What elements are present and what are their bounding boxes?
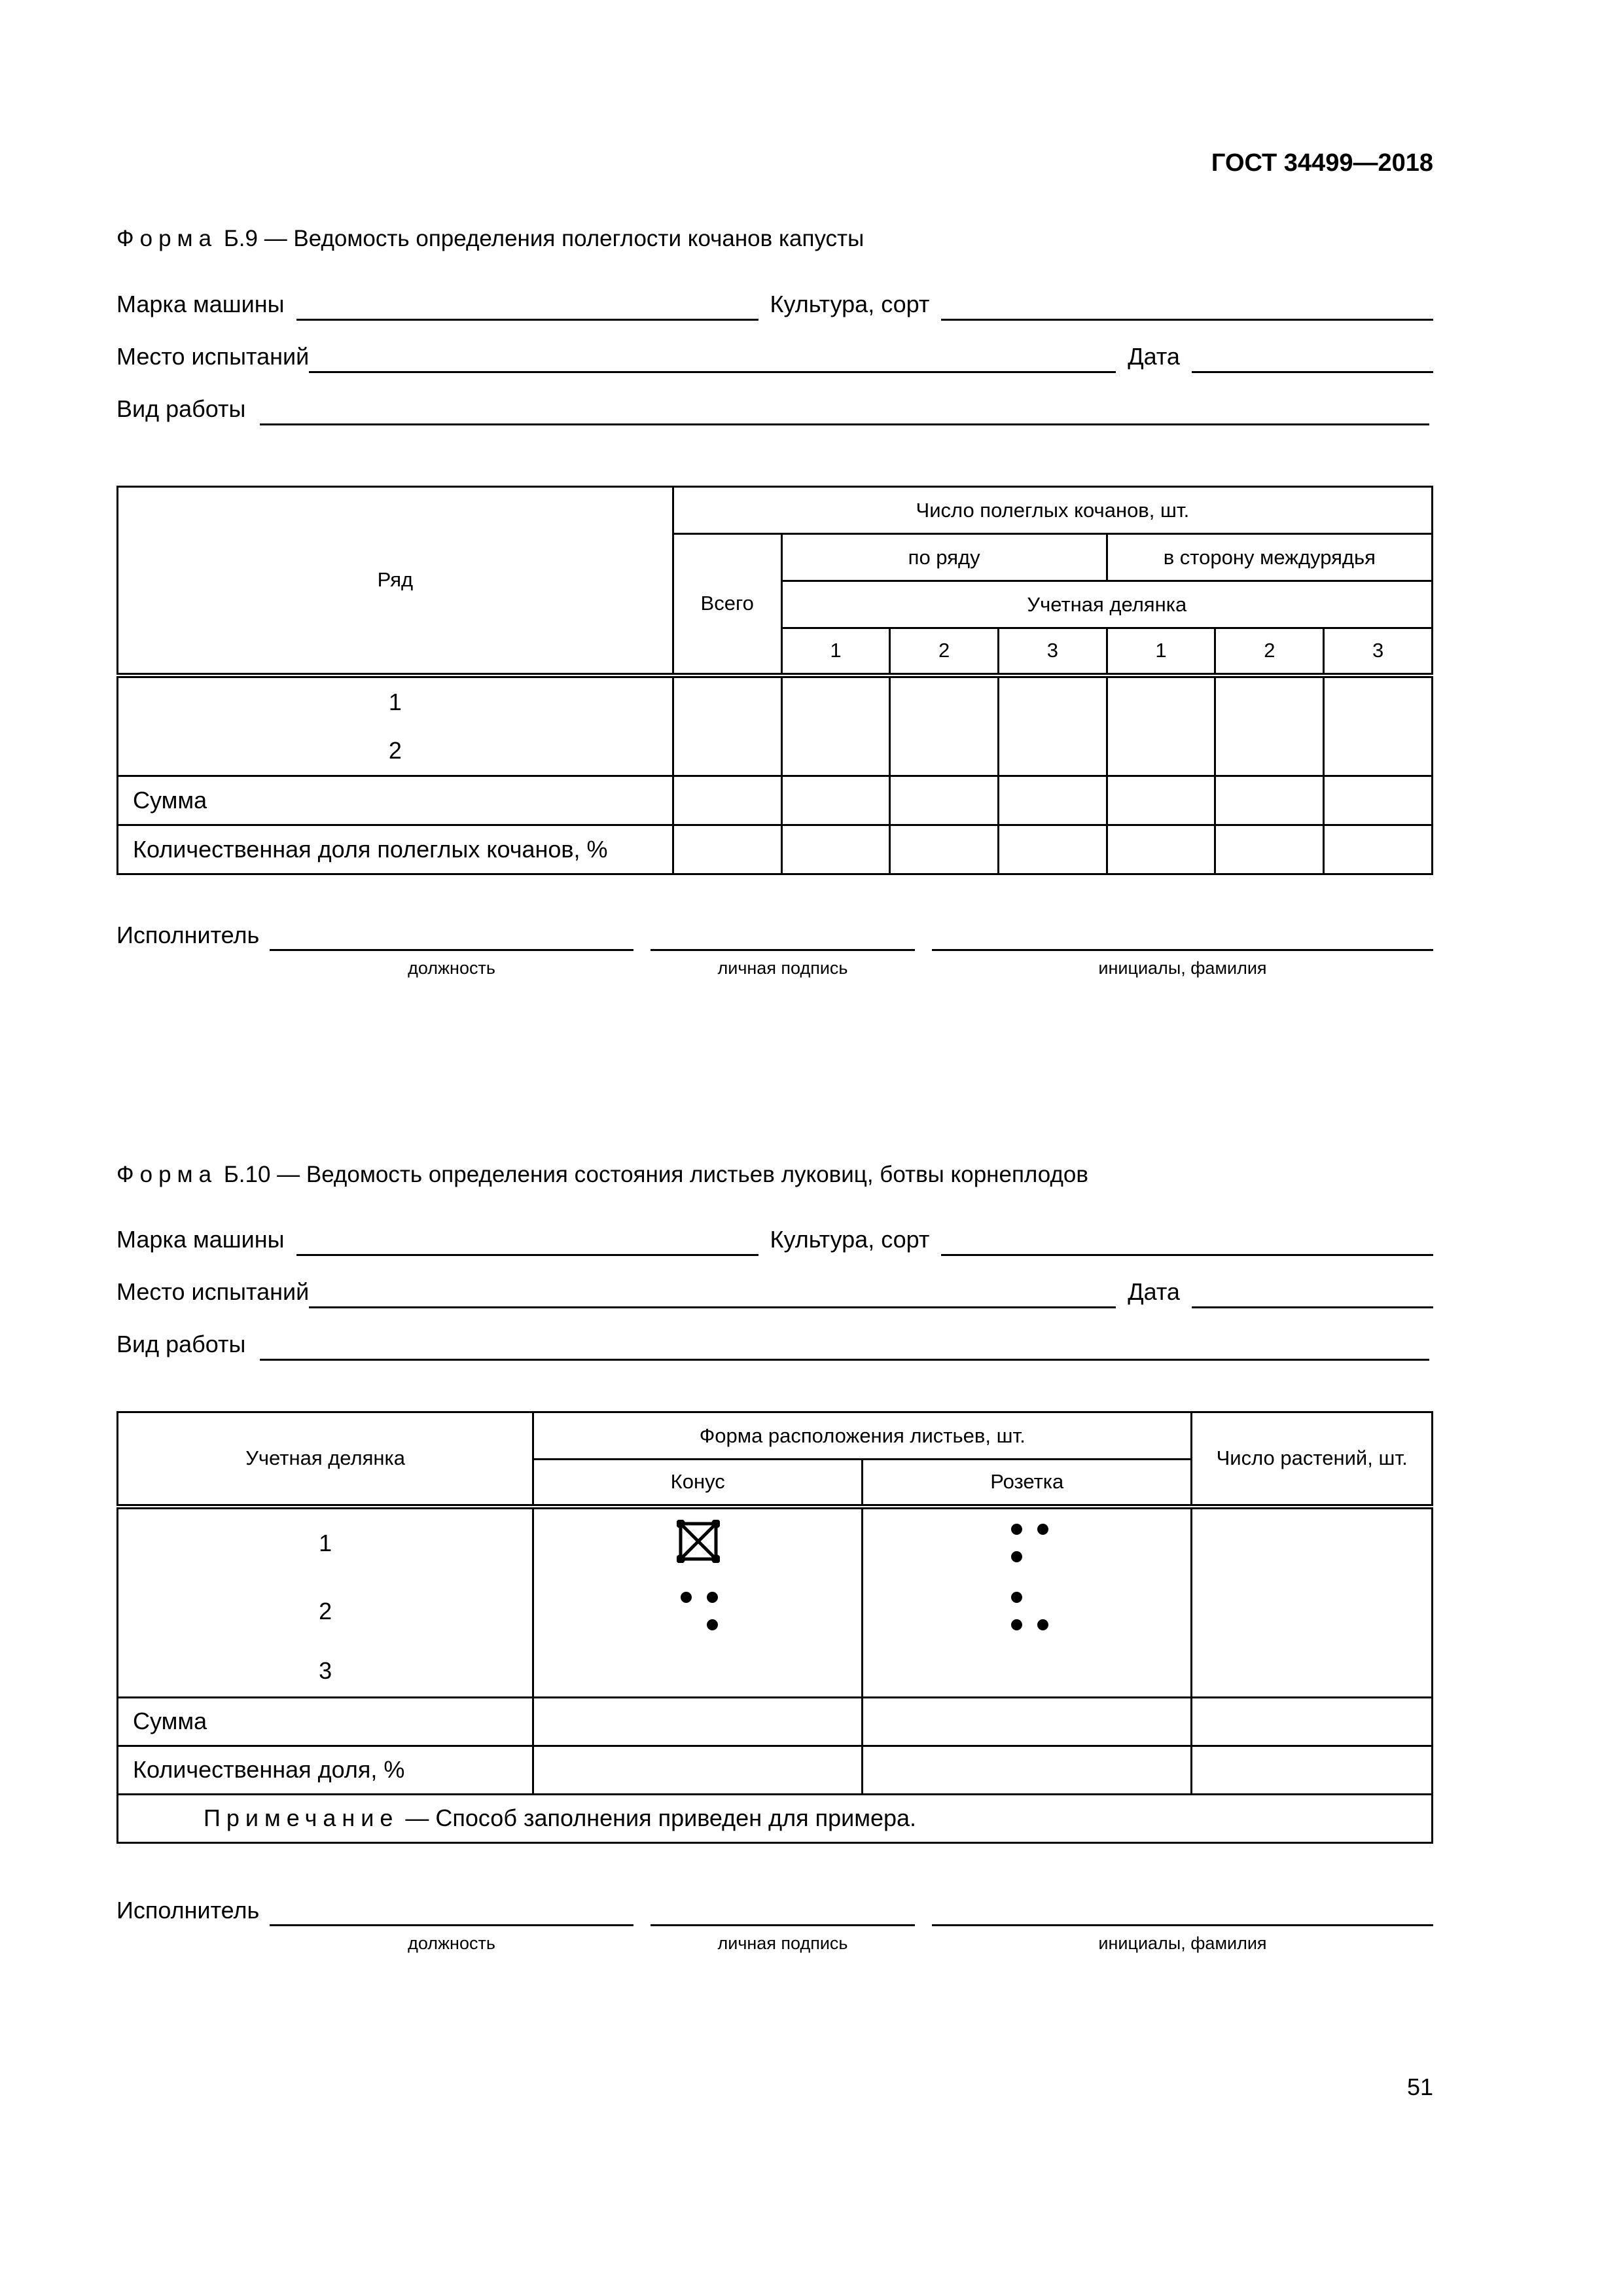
plot-num: 2 xyxy=(890,628,999,675)
plot-num: 3 xyxy=(998,628,1107,675)
data-cell[interactable] xyxy=(863,1746,1192,1794)
rosette-header: Розетка xyxy=(863,1460,1192,1507)
data-cell[interactable] xyxy=(998,825,1107,874)
data-cell[interactable] xyxy=(1215,675,1324,776)
plot-num: 1 xyxy=(1107,628,1215,675)
form9-position-caption: должность xyxy=(408,958,495,978)
leaf-form-header: Форма расположения листьев, шт. xyxy=(533,1412,1192,1460)
note-label: Примечание xyxy=(204,1804,399,1831)
plants-count-header: Число растений, шт. xyxy=(1192,1412,1433,1507)
data-cell[interactable] xyxy=(1107,825,1215,874)
form9-signature-field[interactable] xyxy=(651,949,915,951)
table-note xyxy=(118,1794,1433,1842)
data-cell[interactable] xyxy=(890,825,999,874)
sum-label: Сумма xyxy=(118,1697,533,1746)
form9-date-field[interactable] xyxy=(1192,345,1433,373)
tally-dot-icon xyxy=(1037,1619,1048,1630)
data-cell[interactable] xyxy=(533,1746,863,1794)
form10-name-caption: инициалы, фамилия xyxy=(1098,1933,1267,1953)
tally-dot-icon xyxy=(1037,1524,1048,1535)
plot-num: 2 xyxy=(1215,628,1324,675)
data-cell[interactable] xyxy=(998,675,1107,776)
share-label: Количественная доля, % xyxy=(118,1746,533,1794)
data-cell[interactable] xyxy=(1324,776,1433,825)
tally-box-icon xyxy=(677,1520,720,1563)
data-cell[interactable] xyxy=(1107,776,1215,825)
form10-culture-label: Культура, сорт xyxy=(770,1226,930,1253)
form10-work-label: Вид работы xyxy=(116,1331,246,1357)
form9-machine-label: Марка машины xyxy=(116,291,285,317)
form10-title xyxy=(116,1162,1088,1188)
plants-count-cell[interactable] xyxy=(1192,1507,1433,1698)
plot-num: 3 xyxy=(1324,628,1433,675)
plot-number: 1 xyxy=(319,1529,332,1556)
data-cell[interactable] xyxy=(890,776,999,825)
plot-header: Учетная делянка xyxy=(781,581,1432,628)
fallen-count-header: Число полеглых кочанов, шт. xyxy=(673,487,1432,534)
form10-executor-label: Исполнитель xyxy=(116,1897,260,1924)
form10-table xyxy=(116,1411,1433,1844)
tally-dot-icon xyxy=(1011,1592,1022,1603)
sum-label: Сумма xyxy=(118,776,673,825)
form10-place-field[interactable] xyxy=(309,1280,1116,1308)
data-cell[interactable] xyxy=(890,675,999,776)
data-cell[interactable] xyxy=(863,1697,1192,1746)
data-cell[interactable] xyxy=(533,1697,863,1746)
form9-position-field[interactable] xyxy=(270,949,633,951)
tally-dot-icon xyxy=(707,1619,718,1630)
form10-position-caption: должность xyxy=(408,1933,495,1953)
data-cell[interactable] xyxy=(998,776,1107,825)
form10-title-prefix: Форма xyxy=(116,1162,218,1187)
cone-tally-cell[interactable] xyxy=(533,1507,863,1698)
tally-dot-icon xyxy=(681,1592,692,1603)
form9-title xyxy=(116,226,864,252)
data-cell[interactable] xyxy=(781,825,890,874)
plot-number: 3 xyxy=(319,1657,332,1684)
by-row-header: по ряду xyxy=(781,534,1107,581)
data-cell[interactable] xyxy=(1324,675,1433,776)
form10-work-field[interactable] xyxy=(260,1333,1429,1361)
tally-dot-icon xyxy=(707,1592,718,1603)
form10-machine-label: Марка машины xyxy=(116,1226,285,1253)
form9-culture-label: Культура, сорт xyxy=(770,291,930,317)
form10-date-field[interactable] xyxy=(1192,1280,1433,1308)
form10-signature-field[interactable] xyxy=(651,1924,915,1926)
form10-name-field[interactable] xyxy=(932,1924,1433,1926)
form10-machine-field[interactable] xyxy=(296,1228,758,1256)
form9-date-label: Дата xyxy=(1128,343,1180,370)
form10-signature-caption: личная подпись xyxy=(717,1933,848,1953)
form10-fields-row3 xyxy=(116,1329,1429,1361)
row-numbers-cell xyxy=(118,675,673,776)
form10-fields-row1 xyxy=(116,1225,1433,1256)
form10-culture-field[interactable] xyxy=(941,1228,1433,1256)
form9-signature-caption: личная подпись xyxy=(717,958,848,978)
form9-name-field[interactable] xyxy=(932,949,1433,951)
data-cell[interactable] xyxy=(1192,1697,1433,1746)
form9-culture-field[interactable] xyxy=(941,293,1433,321)
row-header: Ряд xyxy=(118,487,673,675)
form10-position-field[interactable] xyxy=(270,1924,633,1926)
rosette-tally-cell[interactable] xyxy=(863,1507,1192,1698)
form9-place-label: Место испытаний xyxy=(116,343,310,370)
plot-number: 2 xyxy=(319,1597,332,1624)
plot-header: Учетная делянка xyxy=(118,1412,533,1507)
tally-dot-icon xyxy=(1011,1551,1022,1562)
data-cell[interactable] xyxy=(781,776,890,825)
data-cell[interactable] xyxy=(1215,776,1324,825)
form10-place-label: Место испытаний xyxy=(116,1278,310,1305)
form9-machine-field[interactable] xyxy=(296,293,758,321)
form9-place-field[interactable] xyxy=(309,345,1116,373)
cone-header: Конус xyxy=(533,1460,863,1507)
total-header: Всего xyxy=(673,534,781,675)
form9-work-field[interactable] xyxy=(260,397,1429,425)
data-cell[interactable] xyxy=(673,776,781,825)
form10-title-text: Б.10 — Ведомость определения состояния листьев луковиц, ботвы корнеплодов xyxy=(223,1162,1088,1187)
data-cell[interactable] xyxy=(1107,675,1215,776)
by-interrow-header: в сторону междурядья xyxy=(1107,534,1432,581)
note-text: — Способ заполнения приведен для примера. xyxy=(399,1804,917,1831)
form9-title-prefix: Форма xyxy=(116,226,218,251)
data-cell[interactable] xyxy=(1215,825,1324,874)
form10-date-label: Дата xyxy=(1128,1278,1180,1305)
row-number: 1 xyxy=(388,688,402,715)
form9-executor-label: Исполнитель xyxy=(116,922,260,948)
tally-dot-icon xyxy=(1011,1524,1022,1535)
data-cell[interactable] xyxy=(1192,1746,1433,1794)
plot-num: 1 xyxy=(781,628,890,675)
share-label: Количественная доля полеглых кочанов, % xyxy=(118,825,673,874)
form9-fields-row1 xyxy=(116,289,1433,321)
page-number: 51 xyxy=(1406,2073,1433,2100)
plot-numbers-cell xyxy=(118,1507,533,1698)
standard-number: ГОСТ 34499—2018 xyxy=(1211,149,1433,177)
form9-title-text: Б.9 — Ведомость определения полеглости кочанов капусты xyxy=(223,226,865,251)
data-cell[interactable] xyxy=(673,825,781,874)
data-cell[interactable] xyxy=(673,675,781,776)
form9-table xyxy=(116,486,1433,875)
form9-fields-row3 xyxy=(116,394,1429,425)
form9-name-caption: инициалы, фамилия xyxy=(1098,958,1267,978)
row-number: 2 xyxy=(388,736,402,764)
form10-fields-row2 xyxy=(116,1277,1433,1308)
data-cell[interactable] xyxy=(1324,825,1433,874)
form9-fields-row2 xyxy=(116,342,1433,373)
data-cell[interactable] xyxy=(781,675,890,776)
form9-work-label: Вид работы xyxy=(116,395,246,422)
tally-dot-icon xyxy=(1011,1619,1022,1630)
